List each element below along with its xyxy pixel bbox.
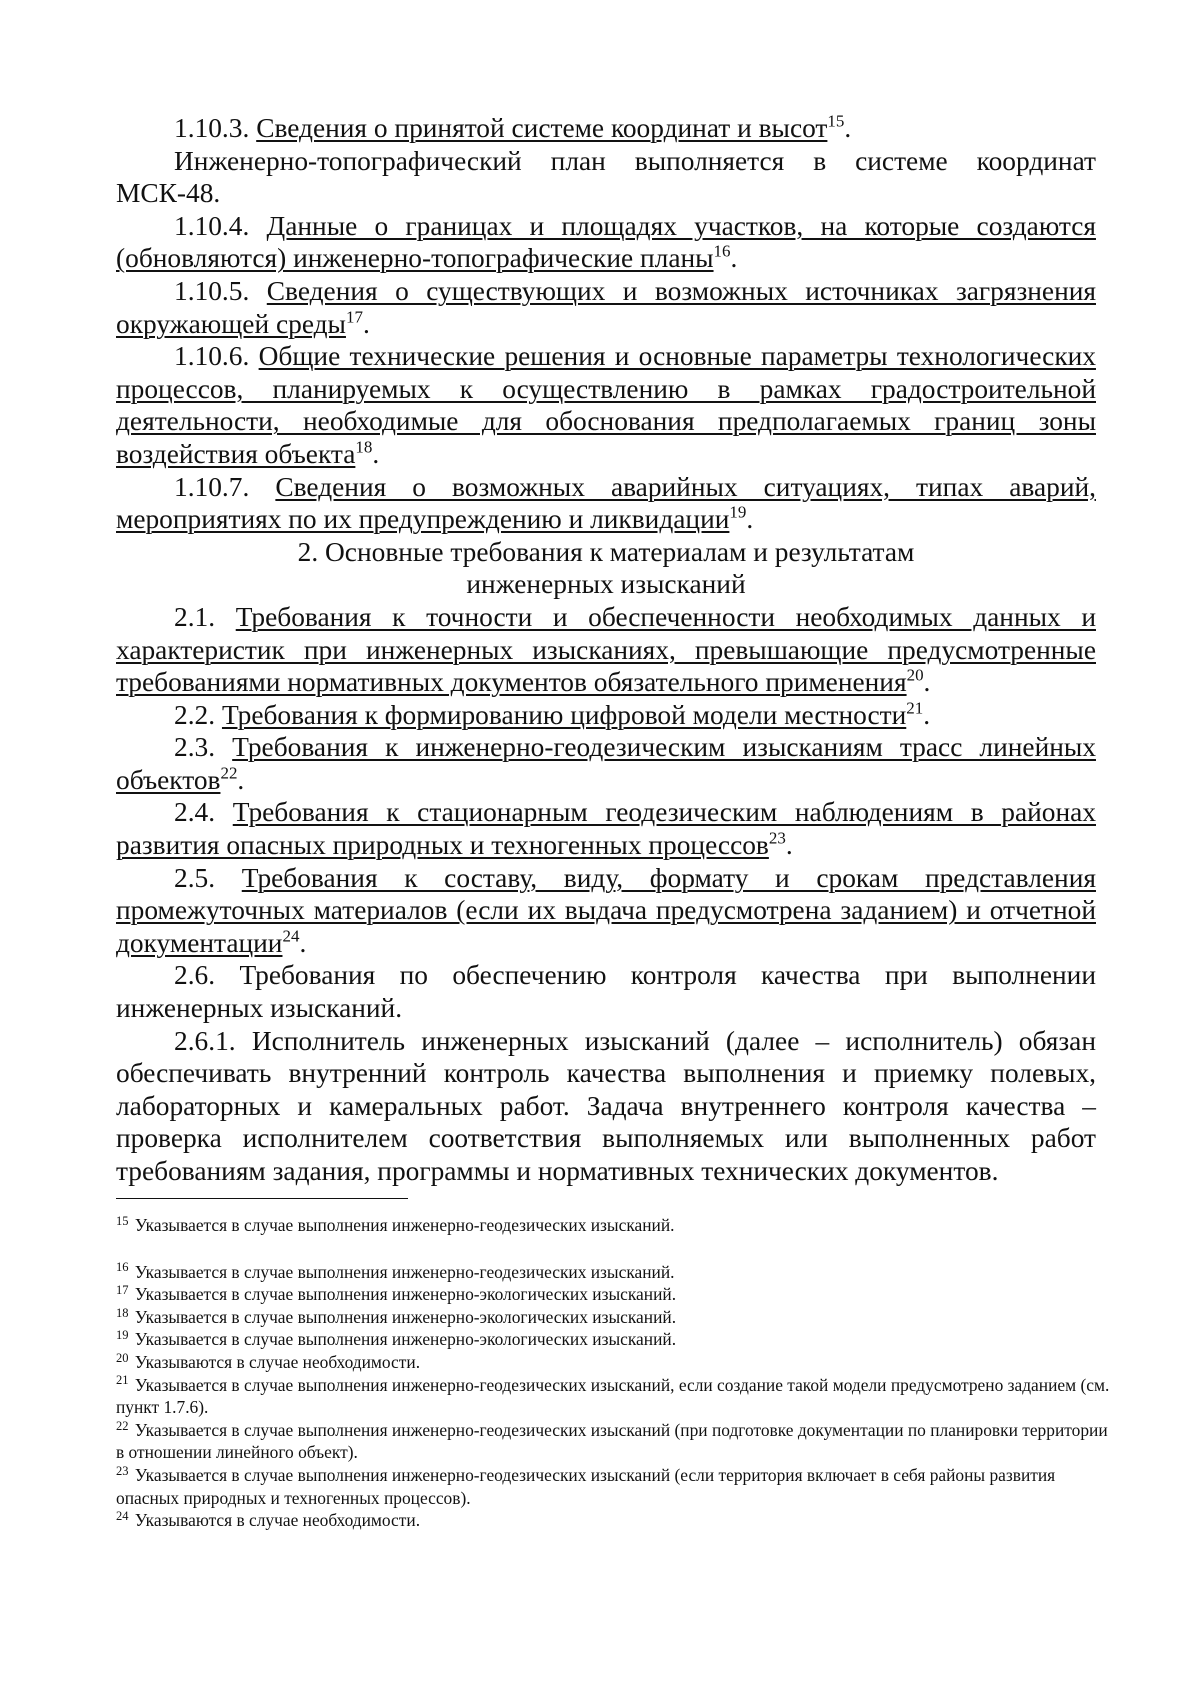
paragraph-2-3: [116, 731, 1096, 796]
footnote-ref: 21: [906, 698, 924, 718]
paragraph-heading: Требования к составу, виду, формату и срокам представления промежуточных материалов (если их выдача предусмотрена заданием) и отчетной документации: [116, 862, 1096, 958]
footnote-text: Указывается в случае выполнения инженерно-экологических изысканий.: [134, 1284, 677, 1305]
footnote-ref: 24: [282, 926, 300, 946]
paragraph-number: 1.10.7.: [174, 471, 250, 502]
paragraph-heading: Требования к точности и обеспеченности необходимых данных и характеристик при инженерных изысканиях, превышающие предусмотренные требованиями нормативных документов обязательного применения: [116, 601, 1096, 698]
footnote-ref: 17: [345, 307, 363, 327]
paragraph-number: 1.10.4.: [174, 210, 250, 241]
paragraph-1-10-3: [116, 112, 1096, 145]
paragraph-2-6-1: [116, 1025, 1096, 1188]
paragraph-2-5: [116, 862, 1096, 960]
footnote-15: [116, 1214, 1116, 1237]
paragraph-2-1: [116, 601, 1096, 699]
footnote-16: [116, 1261, 1116, 1284]
footnote-mark: 20: [116, 1350, 129, 1365]
paragraph-1-10-5: [116, 275, 1096, 340]
footnote-18: [116, 1306, 1116, 1329]
footnote-22: [116, 1419, 1116, 1464]
paragraph-heading: Данные о границах и площадях участков, на которые создаются (обновляются) инженерно-топографические планы: [116, 210, 1096, 274]
paragraph-1-10-7: [116, 471, 1096, 536]
footnote-23: [116, 1464, 1116, 1509]
footnote-text: Указывается в случае выполнения инженерно-геодезических изысканий.: [134, 1261, 675, 1282]
footnote-text: Указываются в случае необходимости.: [134, 1510, 421, 1531]
paragraph-number: 1.10.6.: [174, 341, 250, 372]
footnotes: [116, 1214, 1116, 1532]
paragraph-text: Инженерно-топографический план выполняется в системе координат МСК-48.: [116, 145, 1096, 209]
paragraph-tail: .: [746, 504, 754, 535]
paragraph-number: 2.4.: [174, 797, 216, 828]
footnote-ref: 19: [729, 502, 747, 522]
paragraph-1-10-4: [116, 210, 1096, 275]
footnote-text: Указывается в случае выполнения инженерно-геодезических изысканий (при подготовке документации по планировки территории в отношении линейного объект).: [116, 1419, 1108, 1463]
paragraph-number: 1.10.5.: [174, 275, 250, 306]
paragraph-number: 1.10.3.: [174, 113, 250, 143]
footnote-24: [116, 1509, 1116, 1532]
footnote-mark: 21: [116, 1373, 129, 1388]
paragraph-tail: .: [844, 113, 852, 143]
paragraph-tail: .: [730, 243, 738, 274]
section-title-line-2: инженерных изысканий: [466, 569, 746, 600]
paragraph-tail: .: [372, 438, 380, 469]
footnote-ref: 23: [768, 828, 786, 848]
paragraph-number: 2.5.: [174, 862, 216, 893]
footnote-21: [116, 1374, 1116, 1419]
paragraph-tail: .: [785, 830, 793, 861]
paragraph-coordinate-system: [116, 145, 1096, 210]
paragraph-number: 2.2.: [174, 699, 216, 730]
paragraph-tail: .: [923, 699, 931, 730]
footnote-text: Указывается в случае выполнения инженерно-геодезических изысканий (если территория включает в себя районы развития опасных природных и техногенных процессов).: [116, 1464, 1056, 1508]
paragraph-heading: Требования к инженерно-геодезическим изысканиям трасс линейных объектов: [116, 732, 1096, 795]
paragraph-text: Требования по обеспечению контроля качества при выполнении инженерных изысканий.: [116, 960, 1096, 1024]
footnote-mark: 15: [116, 1213, 129, 1228]
footnote-mark: 19: [116, 1328, 129, 1343]
paragraph-heading: Сведения о принятой системе координат и высот: [256, 113, 828, 143]
footnote-mark: 18: [116, 1305, 129, 1320]
paragraph-1-10-6: [116, 340, 1096, 470]
paragraph-tail: .: [299, 927, 307, 958]
footnote-ref: 22: [220, 763, 238, 783]
paragraph-number: 2.6.1.: [174, 1025, 236, 1056]
paragraph-tail: .: [923, 667, 931, 698]
footnote-text: Указывается в случае выполнения инженерно-геодезических изысканий.: [134, 1215, 675, 1235]
footnote-mark: 22: [116, 1418, 129, 1433]
paragraph-2-4: [116, 796, 1096, 861]
footnote-mark: 16: [116, 1260, 129, 1275]
paragraph-tail: .: [362, 308, 370, 339]
paragraph-tail: .: [237, 764, 245, 795]
footnote-mark: 17: [116, 1282, 129, 1297]
paragraph-heading: Сведения о возможных аварийных ситуациях, типах аварий, мероприятиях по их предупреждению и ликвидации: [116, 471, 1096, 535]
footnote-mark: 23: [116, 1463, 129, 1478]
paragraph-2-6: [116, 959, 1096, 1024]
paragraph-heading: Сведения о существующих и возможных источниках загрязнения окружающей среды: [116, 275, 1096, 339]
paragraph-number: 2.6.: [174, 960, 216, 991]
section-title: [116, 536, 1096, 601]
footnote-ref: 15: [827, 111, 845, 131]
footnote-separator: [116, 1198, 408, 1199]
paragraph-heading: Общие технические решения и основные параметры технологических процессов, планируемых к осуществлению в рамках градостроительной деятельности, необходимые для обоснования предполагаемых границ зоны воздействия объекта: [116, 341, 1096, 469]
footnote-17: [116, 1283, 1116, 1306]
footnote-text: Указывается в случае выполнения инженерно-геодезических изысканий, если создание такой модели предусмотрено заданием (см. пункт 1.7.6).: [116, 1374, 1110, 1418]
footnote-text: Указывается в случае выполнения инженерно-экологических изысканий.: [134, 1329, 677, 1350]
footnote-ref: 20: [906, 665, 924, 685]
paragraph-text: Исполнитель инженерных изысканий (далее – исполнитель) обязан обеспечивать внутренний контроль качества выполнения и приемку полевых, лабораторных и камеральных работ. Задача внутреннего контроля качества – проверка исполнителем соответствия выполняемых или выполненных работ требованиям задания, программы и нормативных технических документов.: [116, 1025, 1096, 1186]
footnote-text: Указывается в случае выполнения инженерно-экологических изысканий.: [134, 1306, 677, 1327]
footnote-ref: 16: [713, 241, 731, 261]
paragraph-2-2: [116, 699, 1096, 732]
footnote-20: [116, 1351, 1116, 1374]
footnote-mark: 24: [116, 1508, 129, 1523]
paragraph-heading: Требования к стационарным геодезическим наблюдениям в районах развития опасных природных и техногенных процессов: [116, 797, 1096, 861]
paragraph-heading: Требования к формированию цифровой модели местности: [221, 699, 907, 730]
paragraph-number: 2.1.: [174, 601, 216, 632]
footnote-19: [116, 1328, 1116, 1351]
section-title-line-1: 2. Основные требования к материалам и результатам: [297, 536, 915, 567]
footnote-text: Указываются в случае необходимости.: [134, 1351, 421, 1372]
paragraph-number: 2.3.: [174, 732, 216, 763]
main-text: [116, 112, 1096, 1188]
footnote-ref: 18: [355, 437, 373, 457]
